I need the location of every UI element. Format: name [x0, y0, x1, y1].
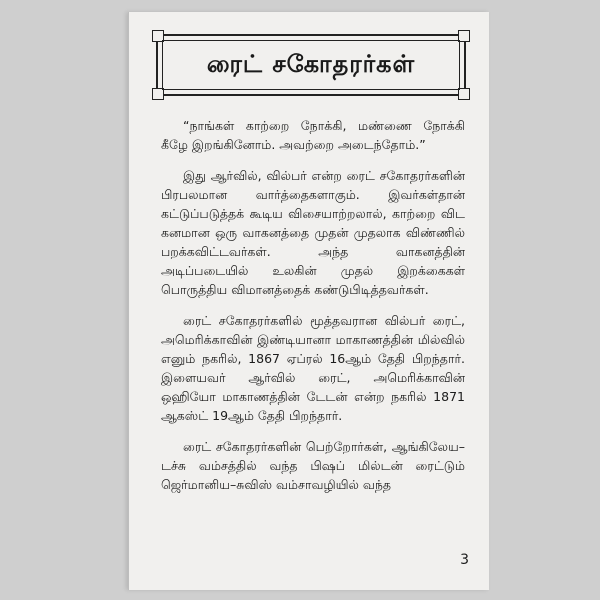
paragraph-intro: இது ஆர்வில், வில்பர் என்ற ரைட் சகோதரர்களின் பிரபலமான வார்த்தைகளாகும். இவர்கள்தான் கட்டுப்படுத்தக் கூடிய விசையாற்றலால், காற்றை விட கனமான ஒரு வாகனத்தை முதன் முதலாக விண்ணில் பறக்கவிட்டவர்கள். அந்த வாகனத்தின் அடிப்படையில் உலகின் முதல் இறக்கைகள் பொருத்திய விமானத்தைக் கண்டுபிடித்தவர்கள்.: [161, 168, 465, 297]
body-text: [161, 116, 465, 506]
paragraph-birth: ரைட் சகோதரர்களில் மூத்தவரான வில்பர் ரைட், அமெரிக்காவின் இண்டியானா மாகாணத்தின் மில்வில் எனும் நகரில், 1867 ஏப்ரல் 16ஆம் தேதி பிறந்தார். இளையவர் ஆர்வில் ரைட், அமெரிக்காவின் ஒஹியோ மாகாணத்தின் டேடன் என்ற நகரில் 1871 ஆகஸ்ட் 19ஆம் தேதி பிறந்தார்.: [161, 313, 465, 423]
book-page: [128, 12, 489, 590]
paragraph-quote: “நாங்கள் காற்றை நோக்கி, மண்ணை நோக்கி கீழே இறங்கினோம். அவற்றை அடைந்தோம்.”: [161, 118, 465, 152]
chapter-title: ரைட் சகோதரர்கள்: [206, 49, 416, 78]
title-frame: [156, 34, 466, 96]
paragraph-parents: ரைட் சகோதரர்களின் பெற்றோர்கள், ஆங்கிலேய–டச்சு வம்சத்தில் வந்த பிஷப் மில்டன் ரைட்டும் ஜெர்மானிய–சுவிஸ் வம்சாவழியில் வந்த: [161, 439, 465, 492]
title-inner-frame: [162, 40, 460, 90]
page-number: 3: [460, 552, 469, 568]
